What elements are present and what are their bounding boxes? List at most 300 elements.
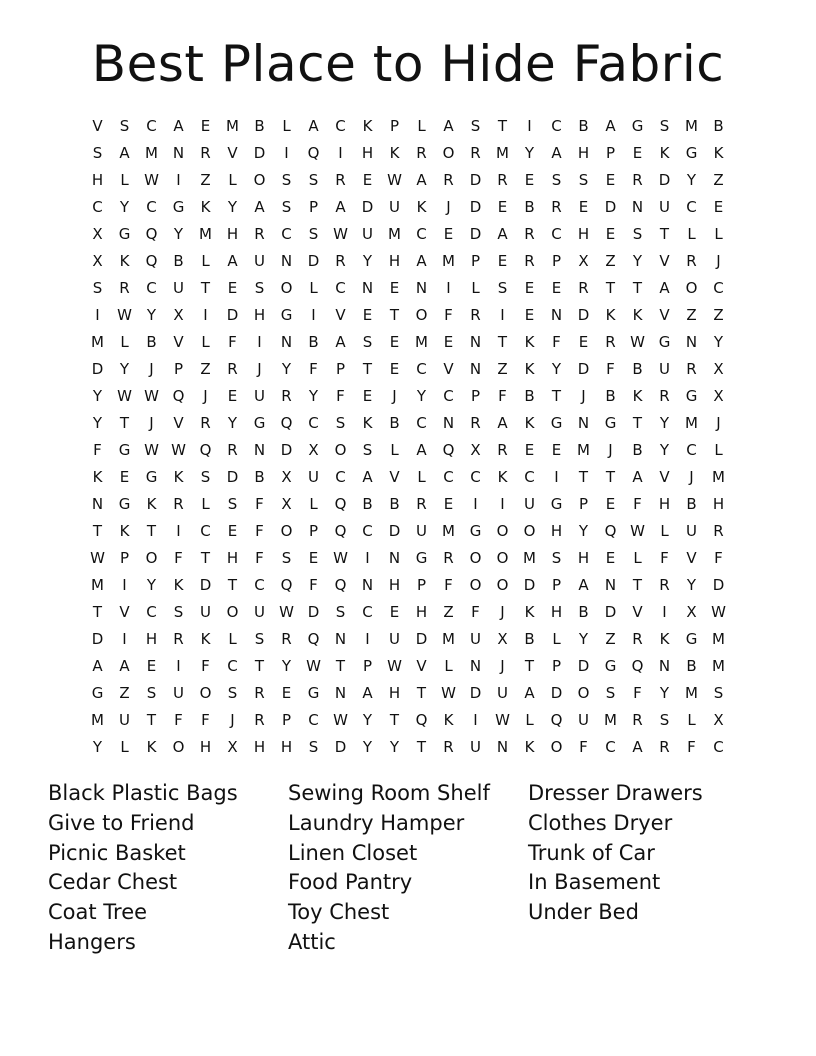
grid-letter: T [146,521,157,540]
grid-letter: L [633,548,642,567]
grid-letter: J [149,413,154,432]
grid-letter: X [578,251,589,270]
grid-letter: P [119,548,130,567]
grid-letter: F [309,359,318,378]
grid-letter: N [415,278,428,297]
grid-letter: S [281,197,292,216]
grid-letter: R [578,278,589,297]
grid-letter: P [470,386,481,405]
grid-letter: B [524,386,535,405]
grid-letter: A [335,197,346,216]
grid-letter: U [470,629,481,648]
grid-letter: W [333,224,348,243]
word-column [48,779,288,958]
grid-letter: S [173,602,184,621]
grid-letter: D [604,602,617,621]
grid-letter: Y [659,440,670,459]
grid-letter: W [171,440,186,459]
grid-letter: B [389,413,400,432]
grid-letter: M [712,467,725,486]
grid-letter: D [307,251,320,270]
grid-letter: Y [227,413,238,432]
grid-letter: P [578,494,589,513]
grid-letter: Y [227,197,238,216]
grid-letter: D [388,521,401,540]
grid-letter: E [605,170,616,189]
grid-letter: D [577,359,590,378]
grid-letter: D [415,629,428,648]
grid-letter: I [473,710,478,729]
grid-letter: M [442,629,455,648]
grid-letter: R [119,278,130,297]
grid-letter: L [660,521,669,540]
grid-letter: B [173,251,184,270]
grid-letter: M [712,629,725,648]
grid-letter: H [577,548,590,567]
grid-letter: K [659,629,670,648]
grid-letter: T [632,278,643,297]
grid-letter: G [604,656,617,675]
grid-letter: F [498,386,507,405]
grid-letter: E [362,170,373,189]
grid-letter: N [658,656,671,675]
word-list-item: Dresser Drawers [528,781,703,805]
grid-letter: R [524,251,535,270]
grid-letter: R [605,332,616,351]
grid-letter: K [605,305,616,324]
grid-letter: T [632,413,643,432]
grid-letter: U [254,251,265,270]
grid-letter: R [254,710,265,729]
grid-letter: E [524,305,535,324]
grid-letter: S [92,143,103,162]
grid-letter: T [254,656,265,675]
grid-letter: N [361,278,374,297]
grid-letter: L [201,494,210,513]
grid-letter: L [309,278,318,297]
grid-letter: R [227,440,238,459]
grid-letter: A [416,440,427,459]
grid-letter: Y [308,386,319,405]
grid-letter: T [659,224,670,243]
grid-letter: C [713,737,724,756]
grid-letter: E [443,494,454,513]
grid-letter: S [281,548,292,567]
grid-letter: O [253,170,266,189]
grid-letter: T [497,116,508,135]
grid-letter: M [685,413,698,432]
grid-letter: Y [362,710,373,729]
grid-letter: N [442,413,455,432]
grid-letter: A [119,143,130,162]
grid-letter: D [226,305,239,324]
grid-letter: E [713,197,724,216]
grid-letter: L [714,224,723,243]
grid-letter: L [687,224,696,243]
grid-letter: E [497,251,508,270]
grid-letter: O [496,575,509,594]
grid-letter: N [631,197,644,216]
grid-letter: O [280,278,293,297]
grid-letter: K [713,143,724,162]
grid-letter: S [605,683,616,702]
grid-letter: F [201,710,210,729]
grid-letter: S [659,116,670,135]
grid-letter: B [524,629,535,648]
grid-letter: N [604,575,617,594]
word-list-item: Give to Friend [48,810,195,835]
grid-letter: T [389,710,400,729]
grid-letter: D [712,575,725,594]
grid-letter: D [469,224,482,243]
grid-letter: Z [497,359,508,378]
grid-letter: Y [578,521,589,540]
grid-letter: C [713,278,724,297]
grid-letter: U [578,710,589,729]
grid-letter: G [415,548,428,567]
grid-letter: D [334,737,347,756]
grid-letter: Y [281,656,292,675]
grid-letter: N [172,143,185,162]
grid-letter: P [416,575,427,594]
grid-letter: R [713,521,724,540]
grid-letter: E [389,332,400,351]
grid-letter: J [500,602,505,621]
grid-letter: R [443,548,454,567]
grid-letter: I [446,278,451,297]
grid-letter: E [524,170,535,189]
grid-letter: N [550,305,563,324]
grid-letter: B [362,494,373,513]
grid-letter: S [308,170,319,189]
grid-letter: H [415,602,428,621]
grid-letter: Y [92,737,103,756]
grid-letter: A [335,332,346,351]
grid-letter: U [173,278,184,297]
grid-letter: D [469,197,482,216]
word-list-item: Black Plastic Bags [48,781,238,805]
grid-letter: R [416,143,427,162]
grid-letter: L [417,467,426,486]
grid-letter: B [254,467,265,486]
grid-letter: T [200,548,211,567]
grid-letter: Y [524,143,535,162]
grid-letter: S [551,170,562,189]
grid-letter: F [444,305,453,324]
grid-letter: W [711,602,726,621]
grid-letter: Z [686,305,697,324]
grid-letter: T [119,413,130,432]
grid-letter: Q [145,224,158,243]
grid-letter: U [308,467,319,486]
grid-letter: U [173,683,184,702]
grid-letter: R [659,575,670,594]
grid-letter: L [201,251,210,270]
grid-letter: T [92,602,103,621]
grid-letter: C [362,521,373,540]
grid-letter: B [389,494,400,513]
grid-letter: B [578,602,589,621]
grid-letter: O [415,305,428,324]
word-list-item: Toy Chest [288,900,390,925]
grid-letter: X [470,440,481,459]
grid-letter: L [228,629,237,648]
grid-letter: F [687,737,696,756]
grid-letter: O [280,521,293,540]
grid-letter: F [336,386,345,405]
grid-letter: U [659,359,670,378]
grid-letter: F [255,494,264,513]
grid-letter: L [120,170,129,189]
grid-letter: W [117,386,132,405]
grid-letter: Q [604,521,617,540]
grid-letter: C [524,467,535,486]
grid-letter: R [632,170,643,189]
grid-letter: F [633,683,642,702]
grid-letter: G [550,413,563,432]
grid-letter: G [658,332,671,351]
grid-letter: A [605,116,616,135]
grid-letter: F [228,332,237,351]
grid-letter: E [389,359,400,378]
grid-letter: K [389,143,400,162]
grid-letter: X [713,386,724,405]
grid-letter: R [443,170,454,189]
grid-letter: R [254,224,265,243]
grid-letter: V [389,467,400,486]
grid-letter: M [604,710,617,729]
grid-letter: P [389,116,400,135]
grid-letter: G [118,494,131,513]
grid-letter: U [524,494,535,513]
grid-letter: V [335,305,346,324]
grid-letter: M [442,521,455,540]
grid-letter: W [630,332,645,351]
grid-letter: N [469,359,482,378]
grid-letter: K [497,467,508,486]
grid-letter: J [446,197,451,216]
grid-letter: H [388,575,401,594]
grid-letter: A [308,116,319,135]
grid-letter: Q [334,521,347,540]
grid-letter: I [662,602,667,621]
grid-letter: F [606,359,615,378]
grid-letter: A [362,467,373,486]
grid-letter: J [230,710,235,729]
grid-letter: K [362,116,373,135]
grid-letter: Z [443,602,454,621]
grid-letter: Y [389,737,400,756]
grid-letter: D [361,197,374,216]
grid-letter: B [308,332,319,351]
grid-letter: Q [280,413,293,432]
grid-letter: F [633,494,642,513]
grid-letter: X [686,602,697,621]
grid-letter: R [632,710,643,729]
grid-letter: T [605,467,616,486]
grid-letter: P [470,251,481,270]
grid-letter: R [173,629,184,648]
grid-letter: R [281,386,292,405]
grid-letter: J [203,386,208,405]
grid-letter: W [279,602,294,621]
grid-letter: W [144,386,159,405]
grid-letter: S [362,440,373,459]
grid-letter: U [686,521,697,540]
grid-letter: C [254,575,265,594]
grid-letter: N [91,494,104,513]
grid-letter: W [144,440,159,459]
grid-letter: G [631,116,644,135]
grid-letter: V [227,143,238,162]
grid-letter: B [146,332,157,351]
grid-letter: R [659,737,670,756]
grid-letter: A [632,737,643,756]
word-list-item: Food Pantry [288,870,413,895]
grid-letter: A [416,170,427,189]
grid-letter: Q [145,251,158,270]
grid-letter: E [605,224,616,243]
grid-letter: M [91,710,104,729]
grid-letter: T [551,386,562,405]
grid-letter: L [201,332,210,351]
grid-letter: L [282,116,291,135]
word-list-item: Laundry Hamper [288,810,465,835]
grid-letter: S [254,278,265,297]
grid-letter: Y [92,386,103,405]
grid-letter: Y [146,575,157,594]
grid-letter: C [416,413,427,432]
grid-letter: O [334,440,347,459]
word-list-item: Under Bed [528,900,639,925]
grid-letter: B [254,116,265,135]
grid-letter: C [605,737,616,756]
grid-letter: T [578,467,589,486]
grid-letter: E [389,278,400,297]
grid-letter: G [118,224,131,243]
grid-letter: E [524,440,535,459]
grid-letter: O [469,548,482,567]
grid-letter: U [470,737,481,756]
grid-letter: L [714,440,723,459]
grid-letter: M [91,575,104,594]
grid-letter: Y [119,359,130,378]
grid-letter: C [551,224,562,243]
grid-letter: G [685,629,698,648]
grid-letter: Q [172,386,185,405]
grid-letter: F [552,332,561,351]
grid-letter: A [254,197,265,216]
grid-letter: Y [659,413,670,432]
grid-letter: D [550,683,563,702]
grid-letter: C [470,467,481,486]
grid-letter: R [632,629,643,648]
grid-letter: L [417,116,426,135]
grid-letter: C [308,413,319,432]
grid-letter: H [199,737,212,756]
grid-letter: N [361,575,374,594]
grid-letter: P [335,359,346,378]
grid-letter: C [335,116,346,135]
grid-letter: K [524,602,535,621]
grid-letter: I [311,305,316,324]
grid-letter: O [496,548,509,567]
grid-letter: F [714,548,723,567]
grid-letter: Y [416,386,427,405]
grid-letter: R [254,683,265,702]
page-title: Best Place to Hide Fabric [91,35,725,93]
grid-letter: D [199,575,212,594]
grid-letter: F [660,548,669,567]
grid-letter: U [659,197,670,216]
grid-letter: T [335,656,346,675]
grid-letter: B [686,656,697,675]
grid-letter: S [308,737,319,756]
grid-letter: A [497,224,508,243]
grid-letter: E [605,494,616,513]
grid-letter: R [497,170,508,189]
grid-letter: V [659,251,670,270]
grid-letter: H [361,143,374,162]
grid-letter: Y [632,251,643,270]
grid-letter: L [444,656,453,675]
grid-letter: K [200,197,211,216]
grid-letter: K [632,386,643,405]
grid-letter: Y [173,224,184,243]
grid-letter: N [388,548,401,567]
grid-letter: M [577,440,590,459]
grid-letter: W [117,305,132,324]
grid-letter: K [632,305,643,324]
grid-letter: E [578,197,589,216]
grid-letter: R [281,629,292,648]
word-list-item: Trunk of Car [528,840,655,865]
grid-letter: C [416,224,427,243]
grid-letter: U [254,602,265,621]
grid-letter: L [525,710,534,729]
grid-letter: M [415,332,428,351]
grid-letter: K [119,251,130,270]
grid-letter: O [226,602,239,621]
grid-letter: M [712,656,725,675]
grid-letter: N [334,629,347,648]
grid-letter: P [308,197,319,216]
grid-letter: I [203,305,208,324]
grid-letter: D [658,170,671,189]
grid-letter: C [146,602,157,621]
grid-letter: C [227,656,238,675]
grid-letter: P [308,521,319,540]
grid-letter: D [307,602,320,621]
grid-letter: E [497,197,508,216]
grid-letter: N [253,440,266,459]
grid-letter: R [470,143,481,162]
grid-letter: F [471,602,480,621]
grid-letter: J [608,440,613,459]
grid-letter: H [253,737,266,756]
grid-letter: I [338,143,343,162]
grid-letter: L [390,440,399,459]
grid-letter: Q [334,575,347,594]
word-list-item: Picnic Basket [48,840,186,865]
grid-letter: A [497,413,508,432]
grid-letter: E [227,278,238,297]
grid-letter: O [442,143,455,162]
grid-letter: N [469,332,482,351]
grid-letter: E [443,224,454,243]
grid-letter: A [578,575,589,594]
grid-letter: T [605,278,616,297]
